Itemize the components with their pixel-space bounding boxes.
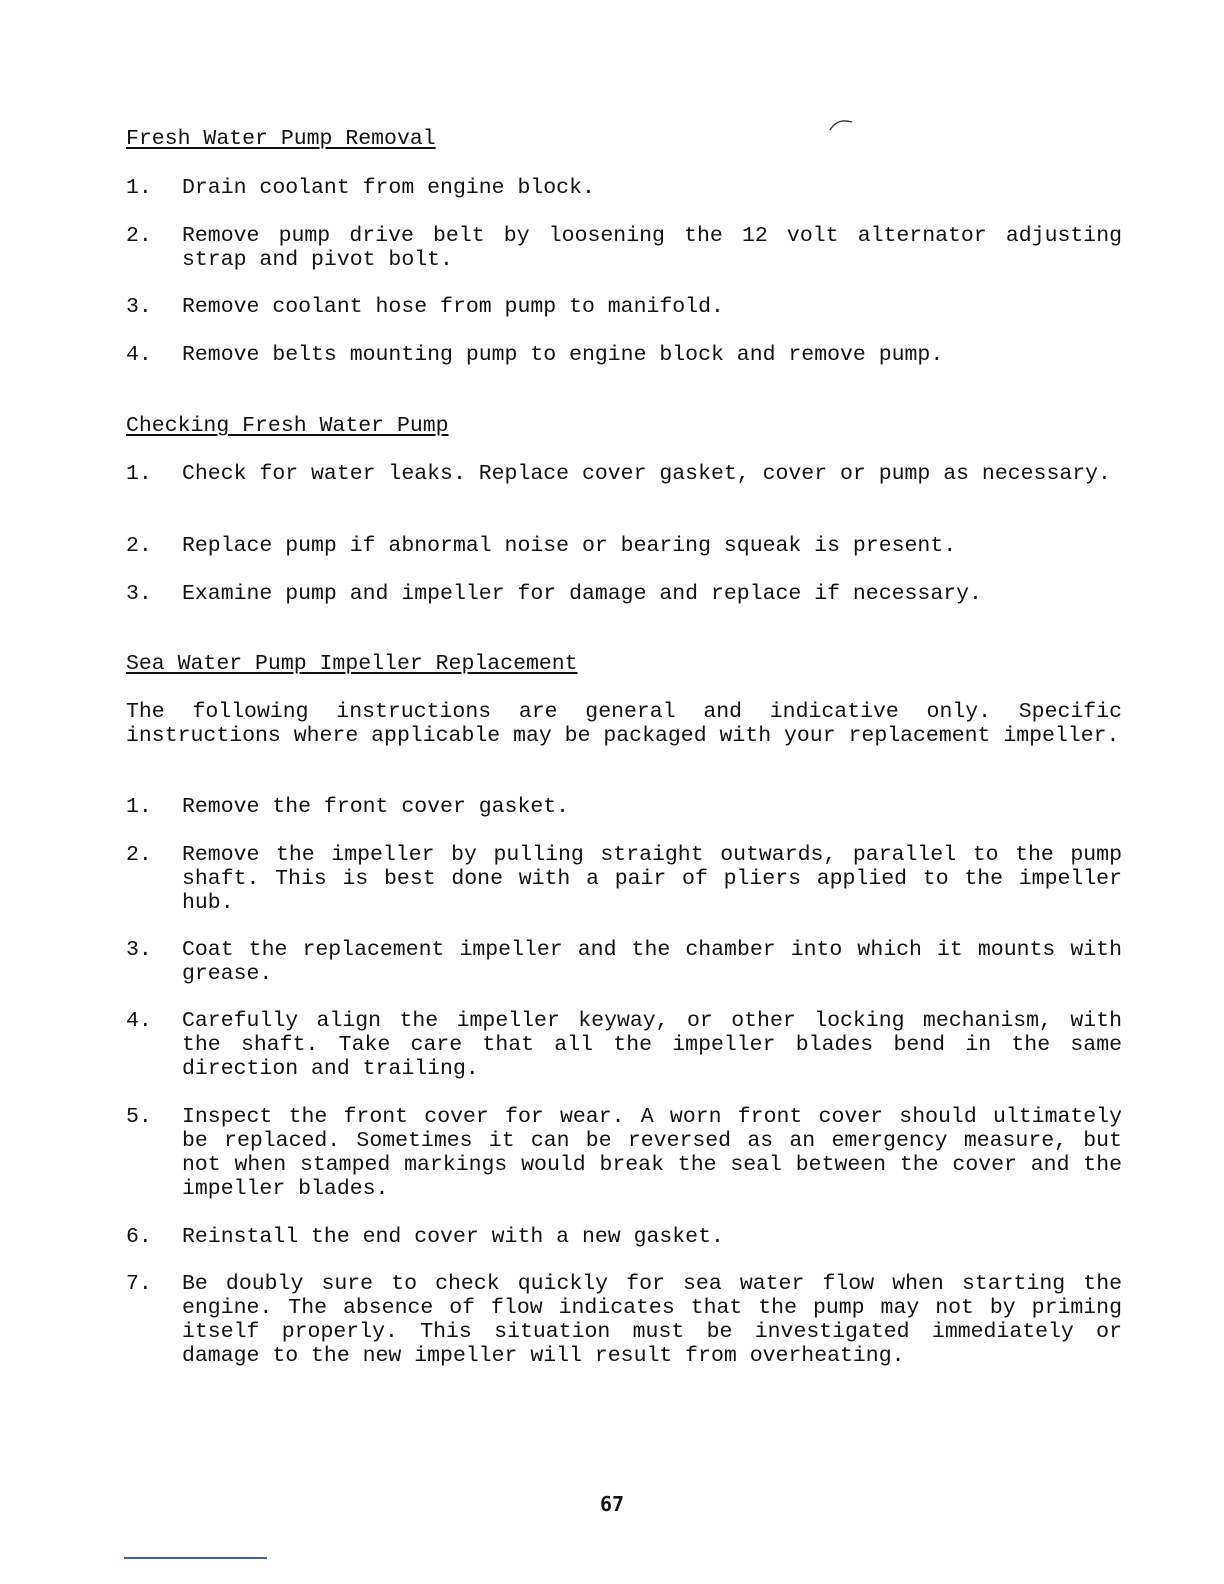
item-text: Remove coolant hose from pump to manifold. xyxy=(182,295,724,319)
item-text: Remove the impeller by pulling straight outwards, parallel to the pump shaft. This is best done with a pair of pliers applied to the impeller hub. xyxy=(182,843,1122,915)
item-number: 7. xyxy=(126,1272,152,1296)
page-number: 67 xyxy=(599,1492,625,1516)
item-text: Be doubly sure to check quickly for sea water flow when starting the engine. The absence of flow indicates that the pump may not by priming itself properly. This situation must be investigated immediately or damage to the new impeller will result from overheating. xyxy=(182,1272,1122,1368)
item-number: 1. xyxy=(126,795,152,819)
item-text: Check for water leaks. Replace cover gasket, cover or pump as necessary. xyxy=(182,462,1111,486)
item-number: 4. xyxy=(126,1009,152,1033)
item-number: 3. xyxy=(126,938,152,962)
item-number: 4. xyxy=(126,343,152,367)
item-number: 2. xyxy=(126,224,152,248)
item-number: 2. xyxy=(126,534,152,558)
item-number: 6. xyxy=(126,1225,152,1249)
bottom-rule xyxy=(124,1557,267,1559)
pen-mark-icon xyxy=(826,116,856,140)
item-text: Inspect the front cover for wear. A worn front cover should ultimately be replaced. Sometimes it can be reversed as an emergency measure, but not when stamped markings would break the seal between the cover and the impeller blades. xyxy=(182,1105,1122,1201)
item-text: Remove the front cover gasket. xyxy=(182,795,570,819)
item-text: Remove pump drive belt by loosening the 12 volt alternator adjusting strap and pivot bolt. xyxy=(182,224,1122,272)
item-text: Replace pump if abnormal noise or bearing squeak is present. xyxy=(182,534,957,558)
item-number: 1. xyxy=(126,462,152,486)
item-text: Drain coolant from engine block. xyxy=(182,176,595,200)
item-text: Coat the replacement impeller and the chamber into which it mounts with grease. xyxy=(182,938,1122,986)
item-text: Examine pump and impeller for damage and replace if necessary. xyxy=(182,582,982,606)
item-text: Remove belts mounting pump to engine block and remove pump. xyxy=(182,343,944,367)
item-number: 2. xyxy=(126,843,152,867)
item-number: 5. xyxy=(126,1105,152,1129)
intro-paragraph: The following instructions are general and indicative only. Specific instructions where applicable may be packaged with your replacement impeller. xyxy=(126,700,1122,748)
item-number: 3. xyxy=(126,295,152,319)
item-text: Reinstall the end cover with a new gasket. xyxy=(182,1225,724,1249)
heading-checking-fresh-water-pump: Checking Fresh Water Pump xyxy=(126,414,449,438)
heading-fresh-water-pump-removal: Fresh Water Pump Removal xyxy=(126,127,436,151)
item-number: 1. xyxy=(126,176,152,200)
heading-sea-water-pump-impeller-replacement: Sea Water Pump Impeller Replacement xyxy=(126,652,578,676)
item-text: Carefully align the impeller keyway, or other locking mechanism, with the shaft. Take care that all the impeller blades bend in the same direction and trailing. xyxy=(182,1009,1122,1081)
item-number: 3. xyxy=(126,582,152,606)
